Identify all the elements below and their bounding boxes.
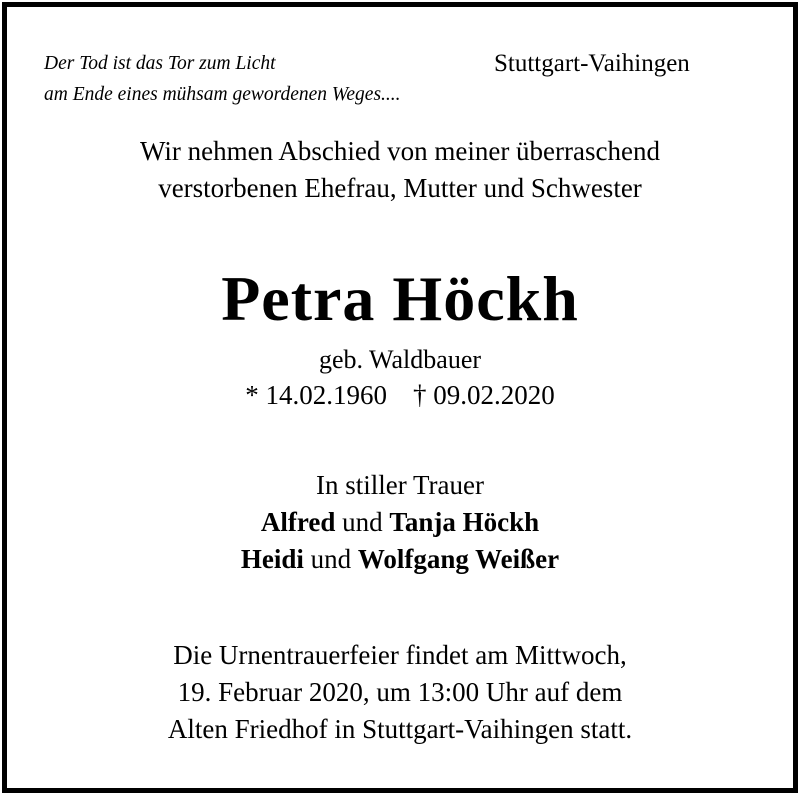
mourners-block <box>0 467 800 578</box>
service-line-1: Die Urnentrauerfeier findet am Mittwoch, <box>173 640 627 670</box>
death-date: † 09.02.2020 <box>413 380 555 410</box>
deceased-name: Petra Höckh <box>221 263 579 334</box>
life-dates <box>0 380 800 411</box>
location-label: Stuttgart-Vaihingen <box>494 50 690 77</box>
mourner-joiner: und <box>310 544 352 574</box>
mourner-row <box>0 541 800 578</box>
birth-date: * 14.02.1960 <box>245 380 387 410</box>
announcement-intro <box>0 133 800 207</box>
mourner-row <box>0 504 800 541</box>
mourner-first: Alfred <box>260 507 336 537</box>
mourners-heading: In stiller Trauer <box>316 470 484 500</box>
mourner-first: Heidi <box>240 544 304 574</box>
mourner-second: Tanja Höckh <box>389 507 540 537</box>
intro-line-2: verstorbenen Ehefrau, Mutter und Schwester <box>158 173 642 203</box>
service-line-3: Alten Friedhof in Stuttgart-Vaihingen statt. <box>167 714 633 744</box>
quote-line-2: am Ende eines mühsam gewordenen Weges.... <box>44 84 401 105</box>
intro-line-1: Wir nehmen Abschied von meiner überraschend <box>140 136 660 166</box>
mourner-joiner: und <box>342 507 383 537</box>
birth-name: geb. Waldbauer <box>318 345 482 374</box>
service-details <box>0 637 800 748</box>
service-line-2: 19. Februar 2020, um 13:00 Uhr auf dem <box>177 677 623 707</box>
epigraph-quote <box>44 48 401 110</box>
quote-line-1: Der Tod ist das Tor zum Licht <box>44 53 276 74</box>
mourner-second: Wolfgang Weißer <box>357 544 560 574</box>
